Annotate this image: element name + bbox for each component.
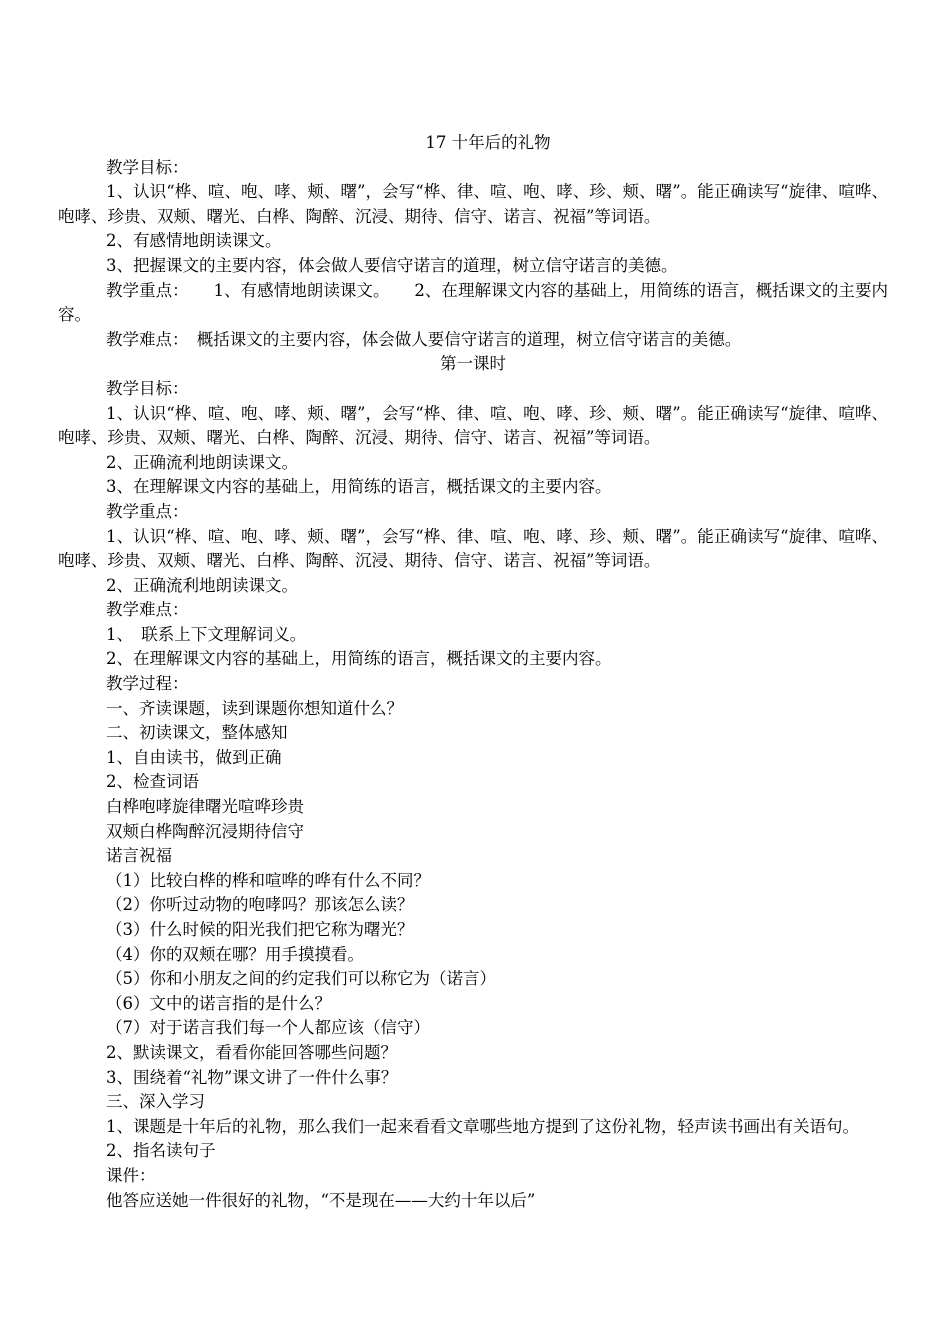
question-item: （7）对于诺言我们每一个人都应该（信守） bbox=[106, 1018, 430, 1038]
section-heading-objectives: 教学目标： bbox=[106, 157, 189, 177]
word-list-line: 双颊白桦陶醉沉浸期待信守 bbox=[106, 821, 304, 841]
section-title-lesson-one: 第一课时 bbox=[440, 354, 506, 374]
paragraph: 1、 联系上下文理解词义。 bbox=[106, 624, 307, 644]
paragraph-difficulties: 教学难点： 概括课文的主要内容，体会做人要信守诺言的道理，树立信守诺言的美德。 bbox=[106, 329, 742, 349]
question-item: （1）比较白桦的桦和喧哗的哗有什么不同？ bbox=[106, 870, 430, 890]
paragraph: 课件： bbox=[106, 1165, 156, 1185]
paragraph: 3、在理解课文内容的基础上，用简练的语言，概括课文的主要内容。 bbox=[106, 477, 612, 497]
word-list-line: 诺言祝福 bbox=[106, 846, 172, 866]
word-list-line: 白桦咆哮旋律曙光喧哗珍贵 bbox=[106, 797, 304, 817]
question-item: （3）什么时候的阳光我们把它称为曙光？ bbox=[106, 920, 414, 939]
paragraph: 2、在理解课文内容的基础上，用简练的语言，概括课文的主要内容。 bbox=[106, 649, 612, 669]
paragraph: 3、把握课文的主要内容，体会做人要信守诺言的道理，树立信守诺言的美德。 bbox=[106, 255, 678, 275]
paragraph: 1、自由读书，做到正确 bbox=[106, 747, 282, 767]
paragraph: 3、围绕着“礼物”课文讲了一件什么事？ bbox=[106, 1067, 398, 1087]
paragraph: 1、课题是十年后的礼物，那么我们一起来看看文章哪些地方提到了这份礼物，轻声读书画出有关语句。 bbox=[106, 1116, 859, 1136]
paragraph: 一、齐读课题，读到课题你想知道什么？ bbox=[106, 698, 403, 718]
question-item: （4）你的双颊在哪？用手摸摸看。 bbox=[106, 944, 364, 964]
question-item: （2）你听过动物的咆哮吗？那该怎么读？ bbox=[106, 895, 414, 915]
question-item: （6）文中的诺言指的是什么？ bbox=[106, 993, 331, 1013]
paragraph: 1、认识“桦、喧、咆、哮、颊、曙”，会写“桦、律、喧、咆、哮、珍、颊、曙”。能正确读写“旋律、喧哗、咆哮、珍贵、双颊、曙光、白桦、陶醉、沉浸、期待、信守、诺言、祝福”等词语。 bbox=[58, 182, 888, 226]
question-item: （5）你和小朋友之间的约定我们可以称它为（诺言） bbox=[106, 969, 496, 989]
document-page bbox=[58, 131, 888, 1213]
section-heading-process: 教学过程： bbox=[106, 674, 189, 694]
quote-line: 他答应送她一件很好的礼物，“不是现在——大约十年以后” bbox=[106, 1190, 536, 1210]
paragraph: 2、有感情地朗读课文。 bbox=[106, 231, 282, 251]
paragraph: 2、正确流利地朗读课文。 bbox=[106, 575, 298, 595]
document-title: 17 十年后的礼物 bbox=[425, 133, 551, 152]
paragraph: 2、正确流利地朗读课文。 bbox=[106, 452, 298, 472]
section-heading-key-points: 教学重点： bbox=[106, 501, 189, 521]
section-heading-difficulties: 教学难点： bbox=[106, 600, 189, 620]
section-heading-deep-study: 三、深入学习 bbox=[106, 1092, 205, 1112]
paragraph: 1、认识“桦、喧、咆、哮、颊、曙”，会写“桦、律、喧、咆、哮、珍、颊、曙”。能正确读写“旋律、喧哗、咆哮、珍贵、双颊、曙光、白桦、陶醉、沉浸、期待、信守、诺言、祝福”等词语。 bbox=[58, 526, 888, 571]
paragraph-key-points: 教学重点： 1、有感情地朗读课文。 2、在理解课文内容的基础上，用简练的语言，概括课文的主要内容。 bbox=[58, 280, 888, 325]
paragraph: 2、指名读句子 bbox=[106, 1141, 216, 1161]
paragraph: 1、认识“桦、喧、咆、哮、颊、曙”，会写“桦、律、喧、咆、哮、珍、颊、曙”。能正确读写“旋律、喧哗、咆哮、珍贵、双颊、曙光、白桦、陶醉、沉浸、期待、信守、诺言、祝福”等词语。 bbox=[58, 403, 888, 448]
section-heading-objectives: 教学目标： bbox=[106, 378, 189, 398]
paragraph: 2、检查词语 bbox=[106, 772, 199, 792]
paragraph: 二、初读课文，整体感知 bbox=[106, 723, 288, 743]
paragraph: 2、默读课文，看看你能回答哪些问题？ bbox=[106, 1042, 397, 1062]
